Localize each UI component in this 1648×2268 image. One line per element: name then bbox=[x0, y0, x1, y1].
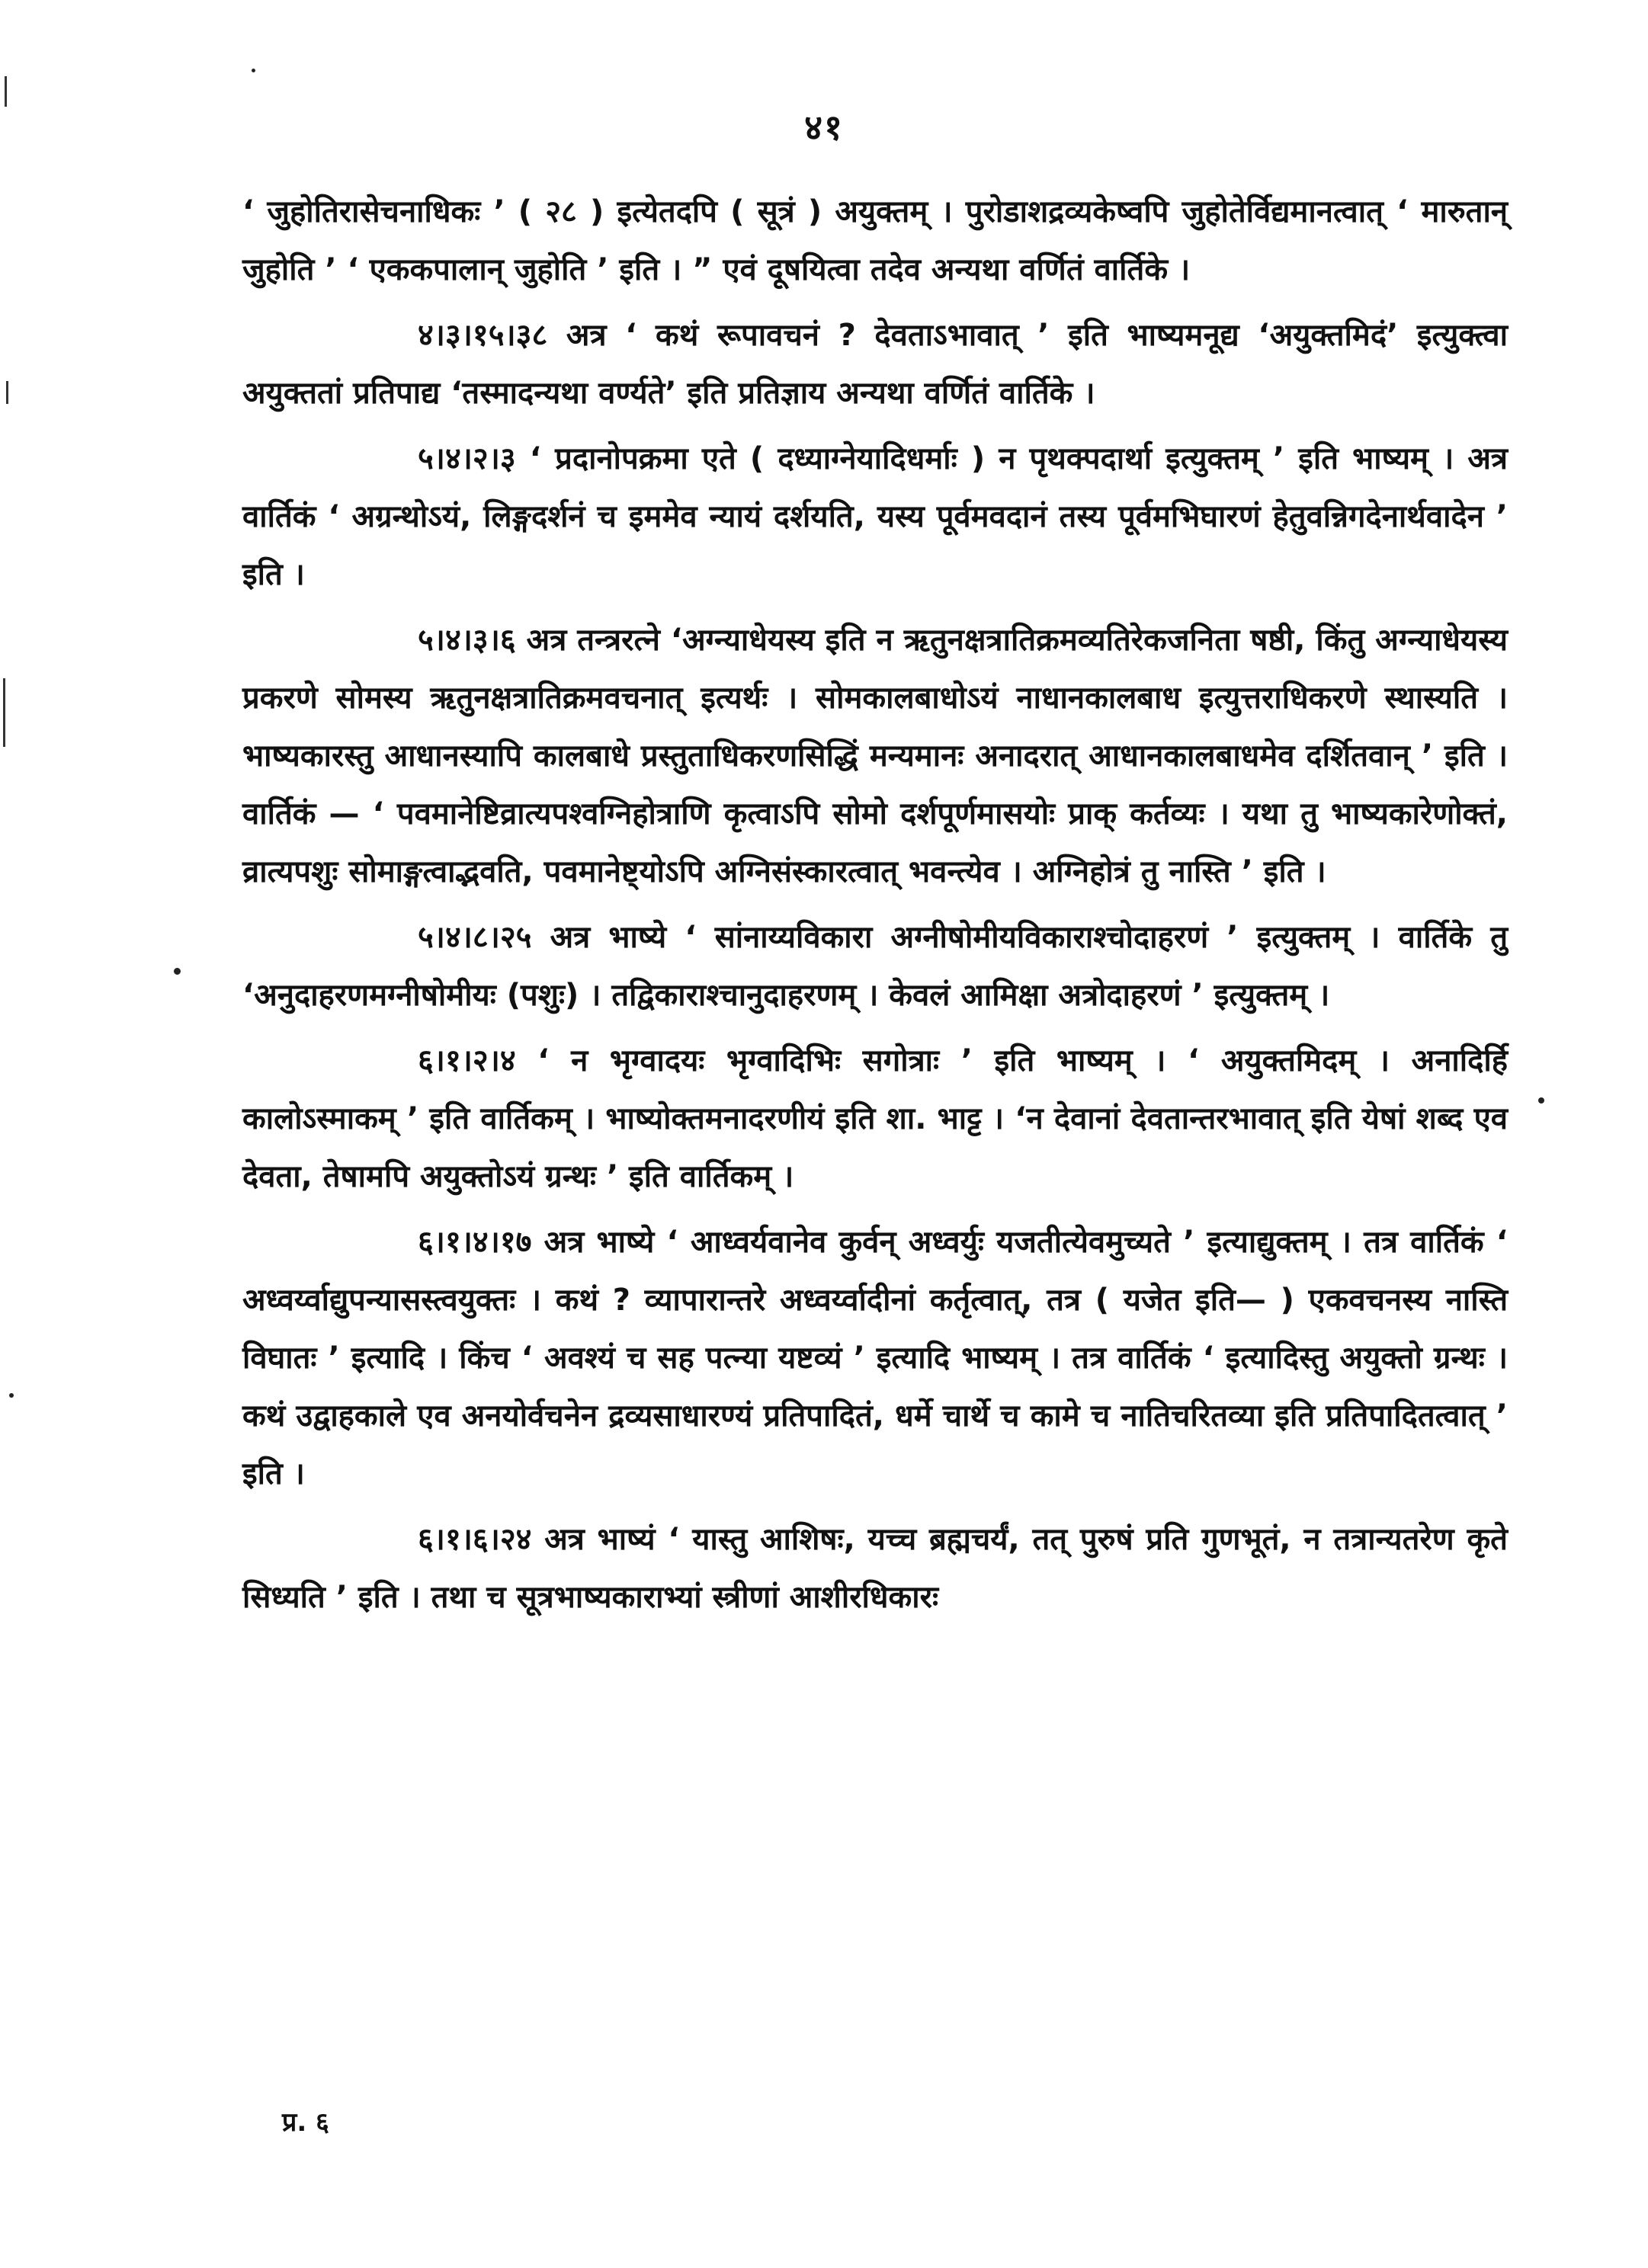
paragraph: ५।४।२।३ ‘ प्रदानोपक्रमा एते ( दध्याग्नेयादिधर्माः ) न पृथक्पदार्था इत्युक्तम् ’ इति भाष्यम् । अत्र वार्तिकं ‘ अग्रन्थोऽयं, लिङ्गदर्शनं च इममेव न्यायं दर्शयति, यस्य पूर्वमवदानं तस्य पूर्वमभिघारणं हेतुवन्निगदेनार्थवादेन ’ इति । bbox=[242, 441, 1508, 592]
scan-edge-mark bbox=[5, 76, 7, 107]
paragraph: ४।३।१५।३८ अत्र ‘ कथं रूपावचनं ? देवताऽभावात् ’ इति भाष्यमनूद्य ‘अयुक्तमिदं’ इत्युक्त्वा अयुक्ततां प्रतिपाद्य ‘तस्मादन्यथा वर्ण्यते’ इति प्रतिज्ञाय अन्यथा वर्णितं वार्तिके । bbox=[242, 318, 1508, 411]
paragraph: ५।४।८।२५ अत्र भाष्ये ‘ सांनाय्यविकारा अग्नीषोमीयविकाराश्चोदाहरणं ’ इत्युक्तम् । वार्तिके तु ‘अनुदाहरणमग्नीषोमीयः (पशुः) । तद्विकाराश्चानुदाहरणम् । केवलं आमिक्षा अत्रोदाहरणं ’ इत्युक्तम् । bbox=[242, 920, 1508, 1013]
paragraph: ६।१।४।१७ अत्र भाष्ये ‘ आध्वर्यवानेव कुर्वन् अध्वर्युः यजतीत्येवमुच्यते ’ इत्याद्युक्तम् । तत्र वार्तिकं ‘ अध्वर्य्वाद्युपन्यासस्त्वयुक्तः । कथं ? व्यापारान्तरे अध्वर्य्वादीनां कर्तृत्वात्, तत्र ( यजेत इति— ) एकवचनस्य नास्ति विघातः ’ इत्यादि । किंच ‘ अवश्यं च सह पत्न्या यष्टव्यं ’ इत्यादि भाष्यम् । तत्र वार्तिकं ‘ इत्यादिस्तु अयुक्तो ग्रन्थः । कथं उद्वाहकाले एव अनयोर्वचनेन द्रव्यसाधारण्यं प्रतिपादितं, धर्मे चार्थे च कामे च नातिचरितव्या इति प्रतिपादितत्वात् ’ इति । bbox=[242, 1225, 1508, 1491]
paragraph: ५।४।३।६ अत्र तन्त्ररत्ने ‘अग्न्याधेयस्य इति न ऋतुनक्षत्रातिक्रमव्यतिरेकजनिता षष्ठी, किंतु अग्न्याधेयस्य प्रकरणे सोमस्य ऋतुनक्षत्रातिक्रमवचनात् इत्यर्थः । सोमकालबाधोऽयं नाधानकालबाध इत्युत्तराधिकरणे स्थास्यति । भाष्यकारस्तु आधानस्यापि कालबाधे प्रस्तुताधिकरणसिद्धिं मन्यमानः अनादरात् आधानकालबाधमेव दर्शितवान् ’ इति । वार्तिकं — ‘ पवमानेष्टिव्रात्यपश्वग्निहोत्राणि कृत्वाऽपि सोमो दर्शपूर्णमासयोः प्राक् कर्तव्यः । यथा तु भाष्यकारेणोक्तं, व्रात्यपशुः सोमाङ्गत्वाद्भवति, पवमानेष्ट्योऽपि अग्निसंस्कारत्वात् भवन्त्येव । अग्निहोत्रं तु नास्ति ’ इति । bbox=[242, 623, 1508, 889]
scan-speck bbox=[252, 69, 255, 72]
scan-speck bbox=[9, 1393, 14, 1398]
paragraph: ‘ जुहोतिरासेचनाधिकः ’ ( २८ ) इत्येतदपि ( सूत्रं ) अयुक्तम् । पुरोडाशद्रव्यकेष्वपि जुहोतेर्विद्यमानत्वात् ‘ मारुतान् जुहोति ’ ‘ एककपालान् जुहोति ’ इति । ” एवं दूषयित्वा तदेव अन्यथा वर्णितं वार्तिके । bbox=[242, 194, 1508, 287]
page-number: ४१ bbox=[804, 107, 844, 148]
scan-edge-mark bbox=[3, 678, 5, 747]
paragraph: ६।१।६।२४ अत्र भाष्यं ‘ यास्तु आशिषः, यच्च ब्रह्मचर्यं, तत् पुरुषं प्रति गुणभूतं, न तत्रान्यतरेण कृते सिध्यति ’ इति । तथा च सूत्रभाष्यकाराभ्यां स्त्रीणां आशीरधिकारः bbox=[242, 1522, 1508, 1615]
scan-speck bbox=[174, 968, 181, 975]
scan-edge-mark bbox=[6, 381, 8, 404]
paragraph: ६।१।२।४ ‘ न भृग्वादयः भृग्वादिभिः सगोत्राः ’ इति भाष्यम् । ‘ अयुक्तमिदम् । अनादिर्हि कालोऽस्माकम् ’ इति वार्तिकम् । भाष्योक्तमनादरणीयं इति शा. भाट्ट । ‘न देवानां देवतान्तरभावात् इति येषां शब्द एव देवता, तेषामपि अयुक्तोऽयं ग्रन्थः ’ इति वार्तिकम् । bbox=[242, 1043, 1508, 1194]
body-text bbox=[242, 183, 1508, 1634]
signature-mark: प्र. ६ bbox=[282, 2107, 329, 2138]
scan-speck bbox=[1538, 1097, 1544, 1104]
